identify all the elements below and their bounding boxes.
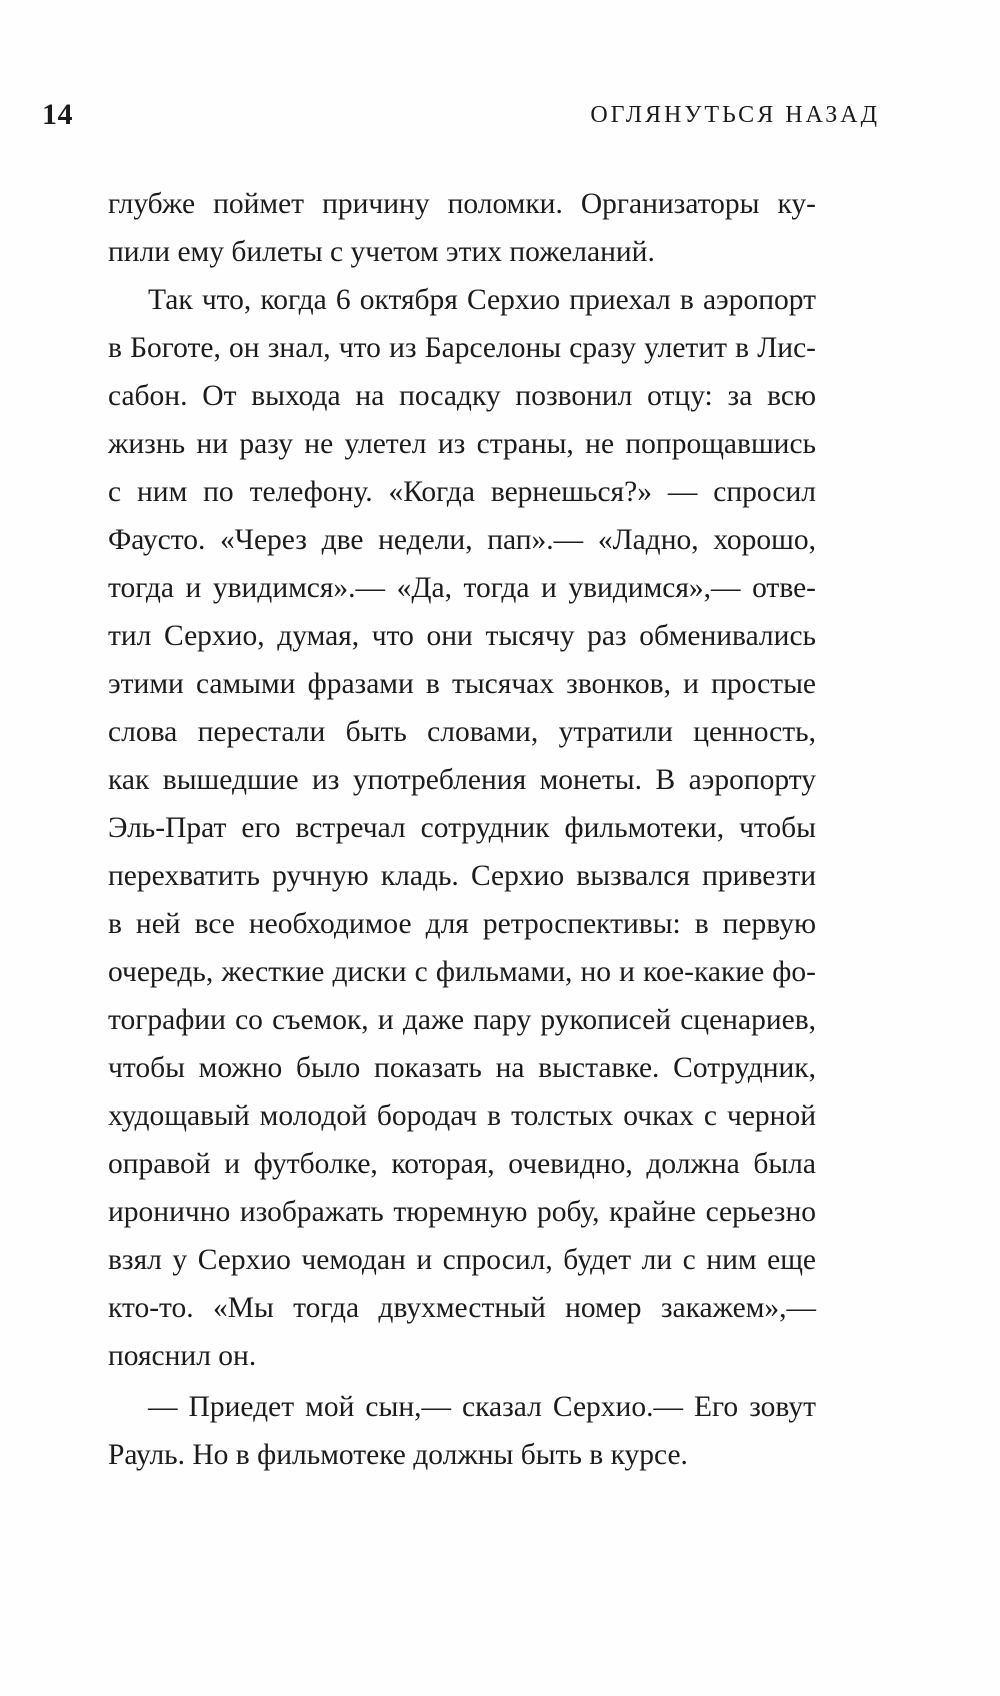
text-line: — Приедет мой сын,— сказал Серхио.— Его зовут [148, 1391, 816, 1423]
text-line: Эль-Прат его встречал сотрудник фильмотеки, чтобы [108, 812, 816, 844]
text-line: как вышедшие из употребления монеты. В аэропорту [108, 764, 816, 796]
body-text [108, 180, 816, 1479]
text-line: худощавый молодой бородач в толстых очках с черной [108, 1100, 816, 1132]
page-number: 14 [42, 98, 73, 131]
text-line: в Боготе, он знал, что из Барселоны сразу улетит в Лис- [108, 332, 816, 364]
text-line: в ней все необходимое для ретроспективы: в первую [108, 908, 816, 940]
text-line: Рауль. Но в фильмотеке должны быть в курсе. [108, 1439, 688, 1471]
text-line: оправой и футболке, которая, очевидно, должна была [108, 1148, 816, 1180]
text-line: Фаусто. «Через две недели, пап».— «Ладно, хорошо, [108, 524, 816, 556]
text-line: пояснил он. [108, 1340, 257, 1372]
text-line: тил Серхио, думая, что они тысячу раз обменивались [108, 620, 816, 652]
text-line: перехватить ручную кладь. Серхио вызвался привезти [108, 860, 816, 892]
text-line: Так что, когда 6 октября Серхио приехал в аэропорт [148, 284, 816, 316]
text-line: с ним по телефону. «Когда вернешься?» — спросил [108, 476, 816, 508]
text-line: иронично изображать тюремную робу, крайне серьезно [108, 1196, 816, 1228]
text-line: кто-то. «Мы тогда двухместный номер закажем»,— [108, 1292, 816, 1324]
text-line: пили ему билеты с учетом этих пожеланий. [108, 236, 655, 268]
page-header [42, 98, 880, 138]
running-title: ОГЛЯНУТЬСЯ НАЗАД [590, 102, 880, 128]
text-line: глубже поймет причину поломки. Организаторы ку- [108, 188, 816, 220]
text-line: слова перестали быть словами, утратили ценность, [108, 716, 816, 748]
text-line: этими самыми фразами в тысячах звонков, и простые [108, 668, 816, 700]
text-line: тогда и увидимся».— «Да, тогда и увидимся»,— отве- [108, 572, 816, 604]
text-line: очередь, жесткие диски с фильмами, но и кое-какие фо- [108, 956, 816, 988]
text-line: сабон. От выхода на посадку позвонил отцу: за всю [108, 380, 816, 412]
text-line: чтобы можно было показать на выставке. Сотрудник, [108, 1052, 816, 1084]
text-line: тографии со съемок, и даже пару рукописей сценариев, [108, 1004, 816, 1036]
text-line: взял у Серхио чемодан и спросил, будет ли с ним еще [108, 1244, 816, 1276]
text-line: жизнь ни разу не улетел из страны, не попрощавшись [108, 428, 816, 460]
